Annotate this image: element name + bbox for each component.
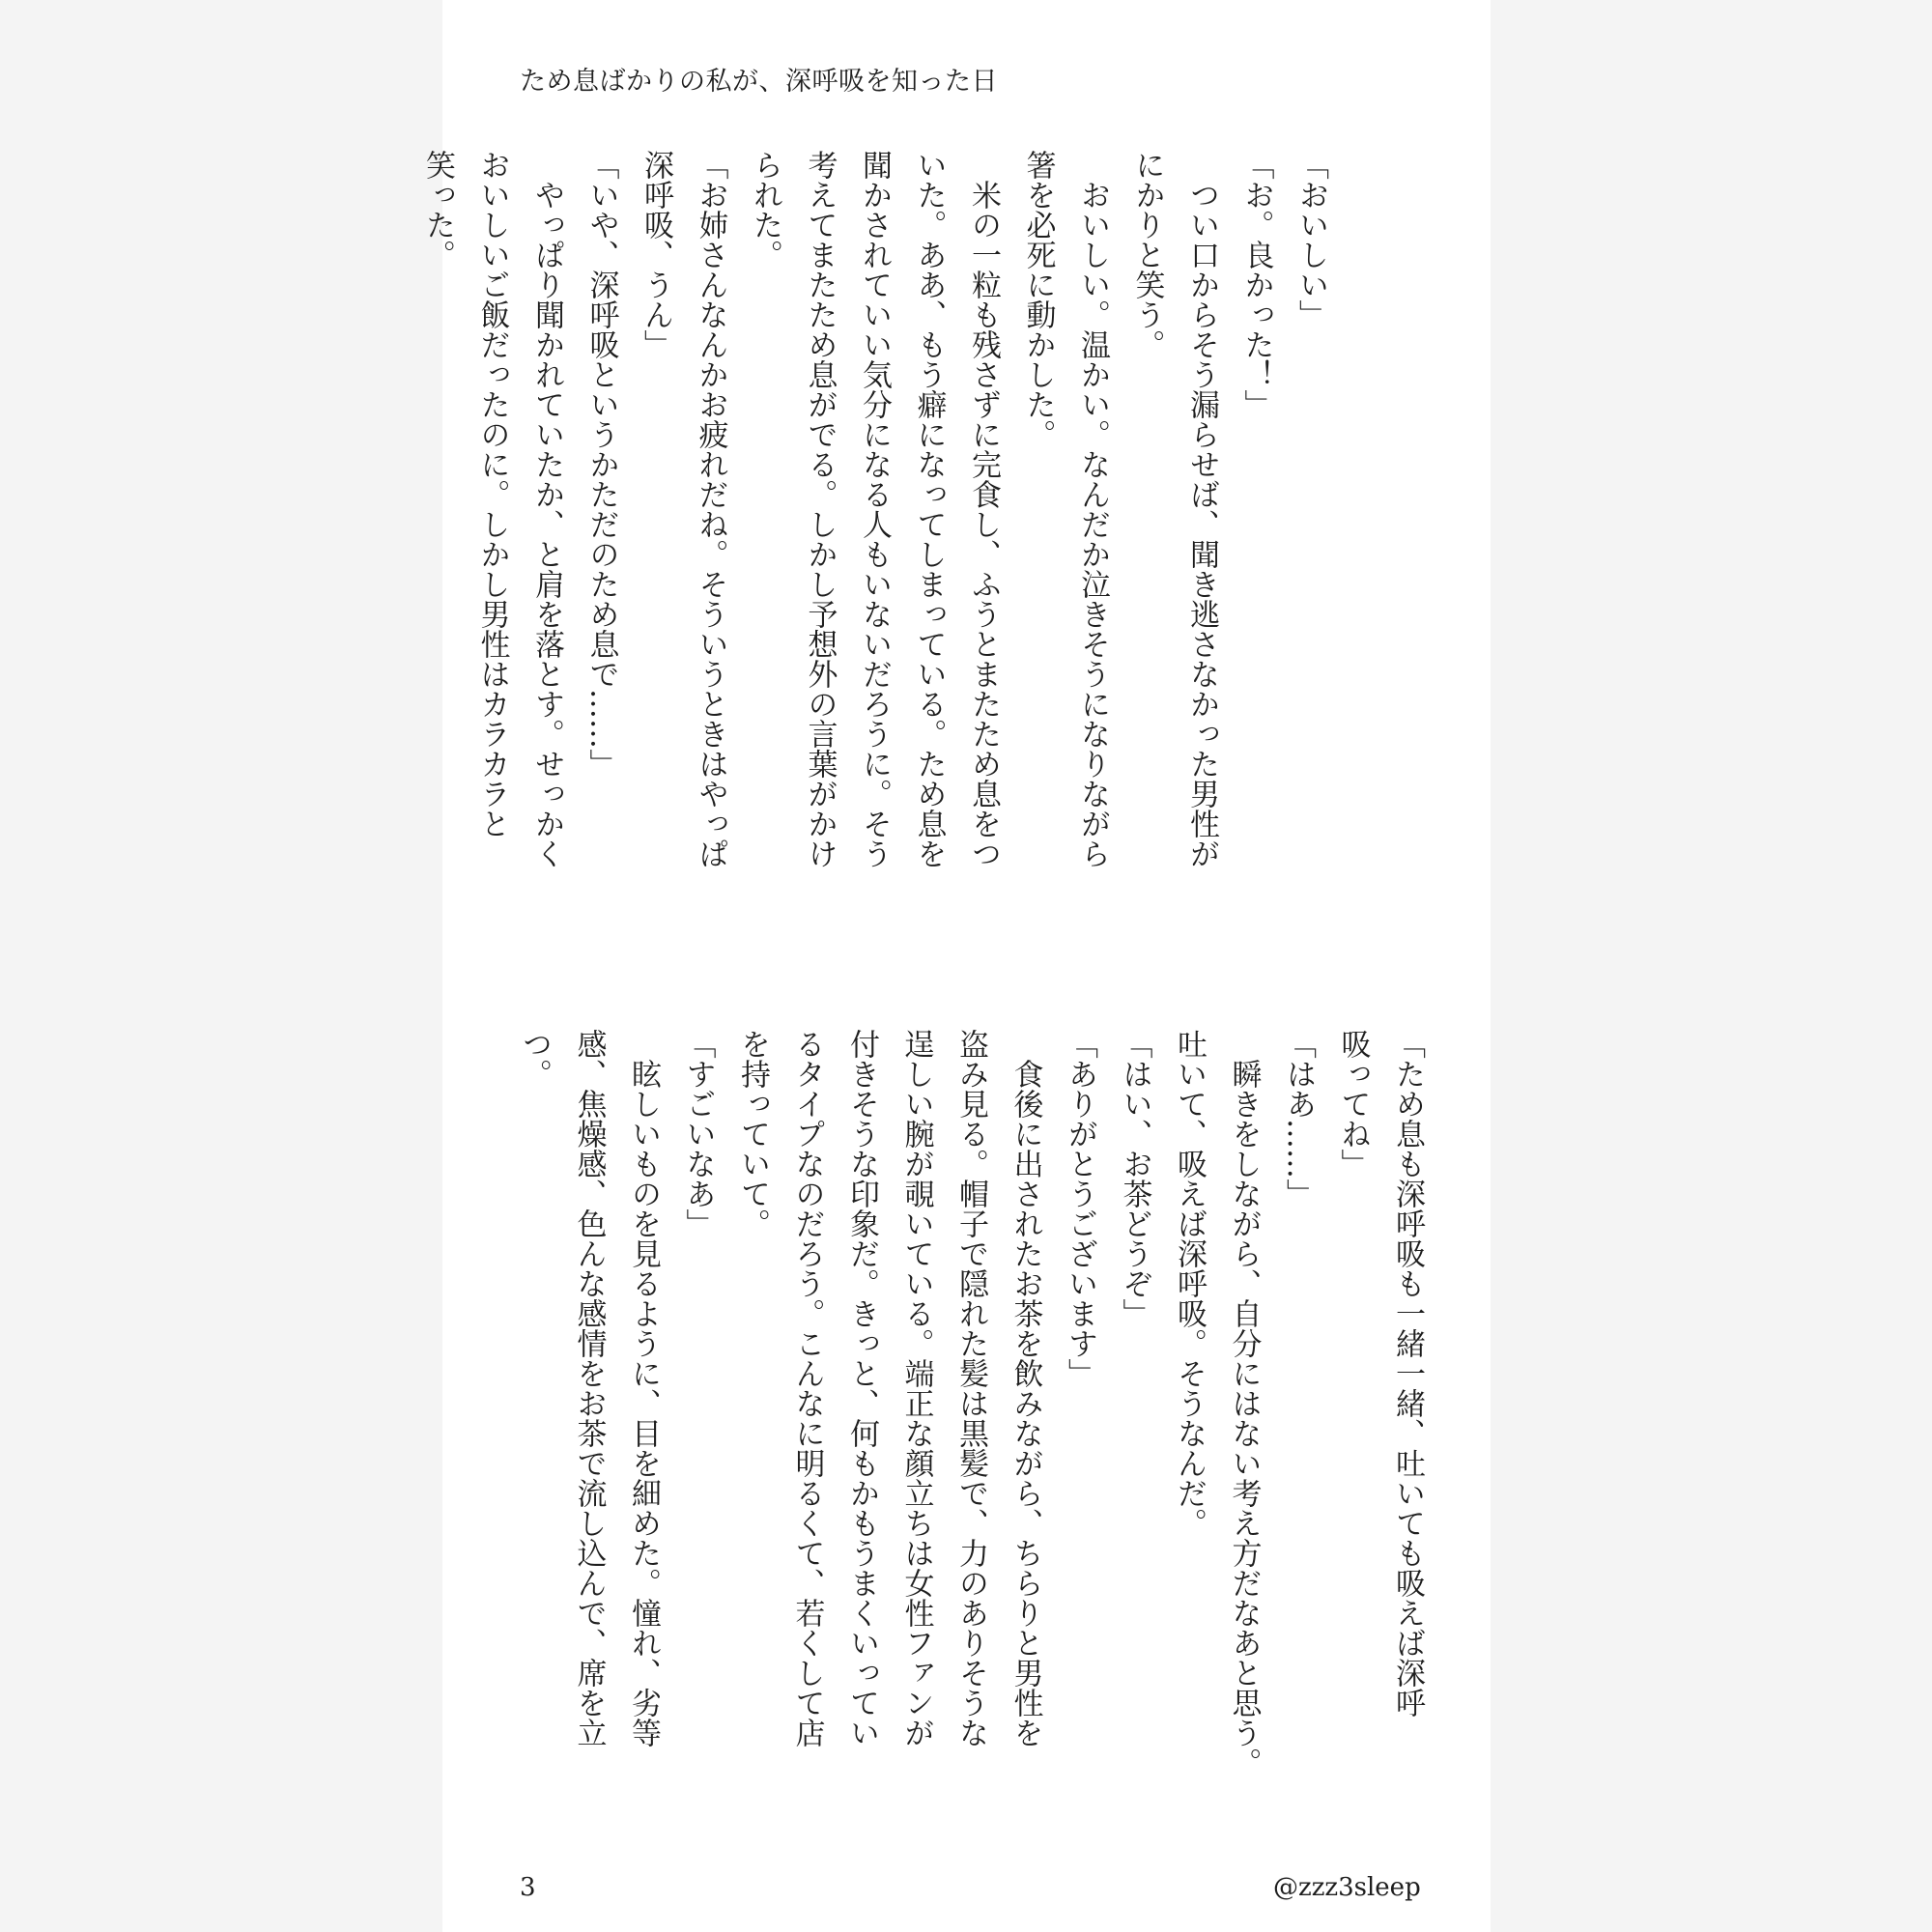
text-line: 付きそうな印象だ。きっと、何もかもうまくいってい [844,1029,879,1747]
text-line: 盗み見る。帽子で隠れた髪は黒髪で、力のありそうな [953,1029,988,1747]
text-line: 瞬きをしながら、自分にはない考え方だなあと思う。 [1226,1029,1262,1777]
text-line: 「ありがとうございます」 [1063,1029,1097,1388]
text-line: おいしいご飯だったのに。しかし男性はカラカラと [474,150,510,838]
text-line: つ。 [517,1029,552,1089]
text-line: いた。ああ、もう癖になってしまっている。ため息を [911,150,947,868]
text-line: 「はあ……」 [1281,1029,1316,1208]
text-line: 考えてまたため息がでる。しかし予想外の言葉がかけ [802,150,838,868]
running-title: ため息ばかりの私が、深呼吸を知った日 [520,67,998,97]
text-line: 米の一粒も残さずに完食し、ふうとまたため息をつ [966,150,1001,868]
text-line: 笑った。 [420,150,455,270]
text-line: 「いや、深呼吸というかただのため息で……」 [583,150,619,779]
text-line: 眩しいものを見るように、目を細めた。憧れ、劣等 [626,1029,661,1747]
text-line: を持っていて。 [735,1029,770,1238]
text-line: 吸ってね」 [1335,1029,1371,1179]
text-line: 「おいしい」 [1293,150,1328,329]
text-line: 「ため息も深呼吸も一緒一緒、吐いても吸えば深呼 [1390,1029,1425,1718]
text-line: 深呼吸、うん」 [639,150,673,359]
text-line: 逞しい腕が覗いている。端正な顔立ちは女性ファンが [898,1029,934,1747]
author-handle: @zzz3sleep [1273,1873,1421,1902]
lower-text-block [507,1029,1435,1860]
text-line: にかりと笑う。 [1129,150,1165,359]
text-line: 箸を必死に動かした。 [1020,150,1056,449]
text-line: 吐いて、吸えば深呼吸。そうなんだ。 [1172,1029,1207,1538]
text-line: るタイプなのだろう。こんなに明るくて、若くして店 [789,1029,825,1747]
upper-text-block [411,150,1339,952]
text-line: 「すごいなあ」 [680,1029,716,1238]
text-line: 「お。良かった！」 [1238,150,1274,419]
text-line: 食後に出されたお茶を飲みながら、ちらりと男性を [1008,1029,1043,1747]
text-line: おいしい。温かい。なんだか泣きそうになりながら [1075,150,1110,868]
text-line: 「お姉さんなんかお疲れだね。そういうときはやっぱ [693,150,728,868]
text-line: つい口からそう漏らせば、聞き逃さなかった男性が [1184,150,1219,868]
text-line: 感、焦燥感、色んな感情をお茶で流し込んで、席を立 [571,1029,607,1747]
page-number: 3 [520,1873,536,1902]
text-line: 「はい、お茶どうぞ」 [1117,1029,1152,1328]
text-line: られた。 [748,150,782,270]
text-line: やっぱり聞かれていたか、と肩を落とす。せっかく [529,150,564,868]
text-line: 聞かされていい気分になる人もいないだろうに。そう [857,150,892,868]
